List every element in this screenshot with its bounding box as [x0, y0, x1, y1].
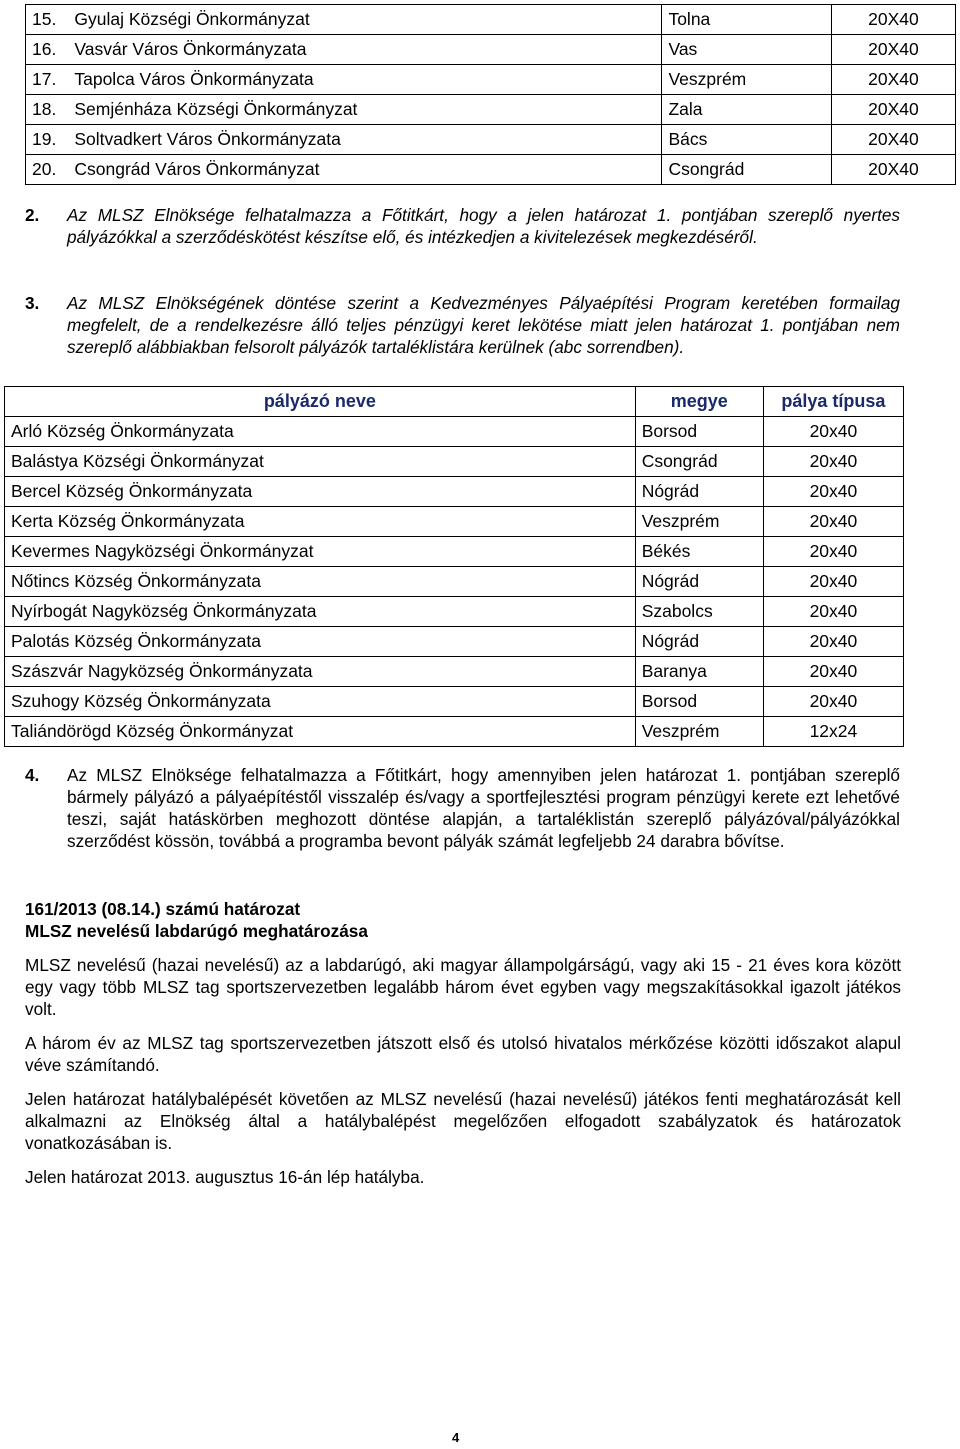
county: Veszprém: [635, 507, 763, 537]
applicant-name: Arló Község Önkormányzata: [5, 417, 636, 447]
paragraph-number: 4.: [25, 765, 40, 785]
applicant-name: Taliándörögd Község Önkormányzat: [5, 717, 636, 747]
county: Vas: [662, 35, 831, 65]
applicant-name: Kevermes Nagyközségi Önkormányzat: [5, 537, 636, 567]
county: Borsod: [635, 417, 763, 447]
field-size: 20X40: [831, 35, 955, 65]
table-row: [5, 717, 904, 747]
applicant-name: Csongrád Város Önkormányzat: [68, 155, 662, 185]
table-row: [26, 95, 956, 125]
applicant-name: Bercel Község Önkormányzata: [5, 477, 636, 507]
county: Nógrád: [635, 567, 763, 597]
field-type: 20x40: [763, 447, 903, 477]
paragraph-2: [25, 204, 900, 248]
field-size: 20X40: [831, 155, 955, 185]
body-paragraph: Jelen határozat hatálybalépését követően az MLSZ nevelésű (hazai nevelésű) játékos fenti meghatározását kell alkalmazni az Elnökség által a hatálybalépést megelőzően elfogadott szabályzatok és határozatok vonatkozásában is.: [25, 1089, 901, 1153]
table-row: [26, 65, 956, 95]
field-type: 12x24: [763, 717, 903, 747]
row-number: 19.: [26, 125, 69, 155]
applicant-name: Balástya Községi Önkormányzat: [5, 447, 636, 477]
field-type: 20x40: [763, 687, 903, 717]
resolution-title: MLSZ nevelésű labdarúgó meghatározása: [25, 921, 368, 941]
paragraph-text: Az MLSZ Elnökségének döntése szerint a Kedvezményes Pályaépítési Program keretében formailag megfelelt, de a rendelkezésre álló teljes pénzügyi keret lekötése miatt jelen határozat 1. pontjában nem szereplő alábbiakban felsorolt pályázók tartaléklistára kerülnek (abc sorrendben).: [67, 293, 900, 357]
paragraph-number: 3.: [25, 293, 40, 313]
table-row: [5, 507, 904, 537]
header-type: pálya típusa: [763, 387, 903, 417]
table-header-row: [5, 387, 904, 417]
county: Bács: [662, 125, 831, 155]
body-paragraph: MLSZ nevelésű (hazai nevelésű) az a labdarúgó, aki magyar állampolgárságú, vagy aki 15 - 21 éves kora között egy vagy több MLSZ tag sportszervezetben legalább három évet egyben vagy megszakításokkal igazolt játékos volt.: [25, 955, 901, 1019]
county: Veszprém: [662, 65, 831, 95]
applicant-name: Tapolca Város Önkormányzata: [68, 65, 662, 95]
row-number: 15.: [26, 5, 69, 35]
field-type: 20x40: [763, 477, 903, 507]
table-row: [5, 627, 904, 657]
county: Borsod: [635, 687, 763, 717]
county: Békés: [635, 537, 763, 567]
table-row: [5, 567, 904, 597]
paragraph-text: Az MLSZ Elnöksége felhatalmazza a Főtitkárt, hogy a jelen határozat 1. pontjában szereplő nyertes pályázókkal a szerződéskötést készítse elő, és intézkedjen a kivitelezések megkezdéséről.: [67, 205, 900, 247]
field-size: 20X40: [831, 65, 955, 95]
row-number: 17.: [26, 65, 69, 95]
applicant-name: Szászvár Nagyközség Önkormányzata: [5, 657, 636, 687]
field-type: 20x40: [763, 627, 903, 657]
table-row: [5, 477, 904, 507]
table-row: [5, 447, 904, 477]
county: Csongrád: [635, 447, 763, 477]
county: Baranya: [635, 657, 763, 687]
applicant-name: Semjénháza Községi Önkormányzat: [68, 95, 662, 125]
county: Nógrád: [635, 477, 763, 507]
paragraph-3: [25, 292, 900, 358]
row-number: 16.: [26, 35, 69, 65]
field-size: 20X40: [831, 95, 955, 125]
row-number: 18.: [26, 95, 69, 125]
applicant-name: Nyírbogát Nagyközség Önkormányzata: [5, 597, 636, 627]
header-name: pályázó neve: [5, 387, 636, 417]
applicant-name: Nőtincs Község Önkormányzata: [5, 567, 636, 597]
field-type: 20x40: [763, 567, 903, 597]
applicant-name: Soltvadkert Város Önkormányzata: [68, 125, 662, 155]
field-type: 20x40: [763, 597, 903, 627]
page-number: 4: [452, 1430, 460, 1445]
county: Szabolcs: [635, 597, 763, 627]
field-type: 20x40: [763, 507, 903, 537]
table-row: [26, 155, 956, 185]
resolution-number: 161/2013 (08.14.) számú határozat: [25, 899, 301, 919]
applicant-name: Gyulaj Községi Önkormányzat: [68, 5, 662, 35]
county: Nógrád: [635, 627, 763, 657]
county: Tolna: [662, 5, 831, 35]
table-row: [5, 537, 904, 567]
table-row: [26, 125, 956, 155]
winners-table-continued: [25, 4, 956, 185]
paragraph-text: Az MLSZ Elnöksége felhatalmazza a Főtitkárt, hogy amennyiben jelen határozat 1. pontjában szereplő bármely pályázó a pályaépítéstől visszalép és/vagy a sportfejlesztési program pénzügyi kerete ezt lehetővé teszi, saját hatáskörben meghozott döntése alapján, a tartaléklistán szereplő pályázóval/pályázókkal szerződést kössön, továbbá a programba bevont pályák számát legfeljebb 24 darabra bővítse.: [67, 765, 900, 851]
table-row: [5, 417, 904, 447]
applicant-name: Kerta Község Önkormányzata: [5, 507, 636, 537]
paragraph-4: [25, 764, 900, 852]
table-row: [5, 687, 904, 717]
table-row: [26, 35, 956, 65]
applicant-name: Szuhogy Község Önkormányzata: [5, 687, 636, 717]
row-number: 20.: [26, 155, 69, 185]
table-row: [5, 597, 904, 627]
county: Zala: [662, 95, 831, 125]
field-size: 20X40: [831, 5, 955, 35]
table-row: [26, 5, 956, 35]
reserve-list-table: [4, 386, 904, 747]
header-county: megye: [635, 387, 763, 417]
field-type: 20x40: [763, 537, 903, 567]
field-type: 20x40: [763, 657, 903, 687]
field-type: 20x40: [763, 417, 903, 447]
county: Veszprém: [635, 717, 763, 747]
applicant-name: Palotás Község Önkormányzata: [5, 627, 636, 657]
body-paragraph: A három év az MLSZ tag sportszervezetben játszott első és utolsó hivatalos mérkőzése közötti időszakot alapul véve számítandó.: [25, 1033, 901, 1075]
field-size: 20X40: [831, 125, 955, 155]
applicant-name: Vasvár Város Önkormányzata: [68, 35, 662, 65]
county: Csongrád: [662, 155, 831, 185]
table-row: [5, 657, 904, 687]
body-paragraph: Jelen határozat 2013. augusztus 16-án lép hatályba.: [25, 1167, 425, 1187]
paragraph-number: 2.: [25, 205, 40, 225]
